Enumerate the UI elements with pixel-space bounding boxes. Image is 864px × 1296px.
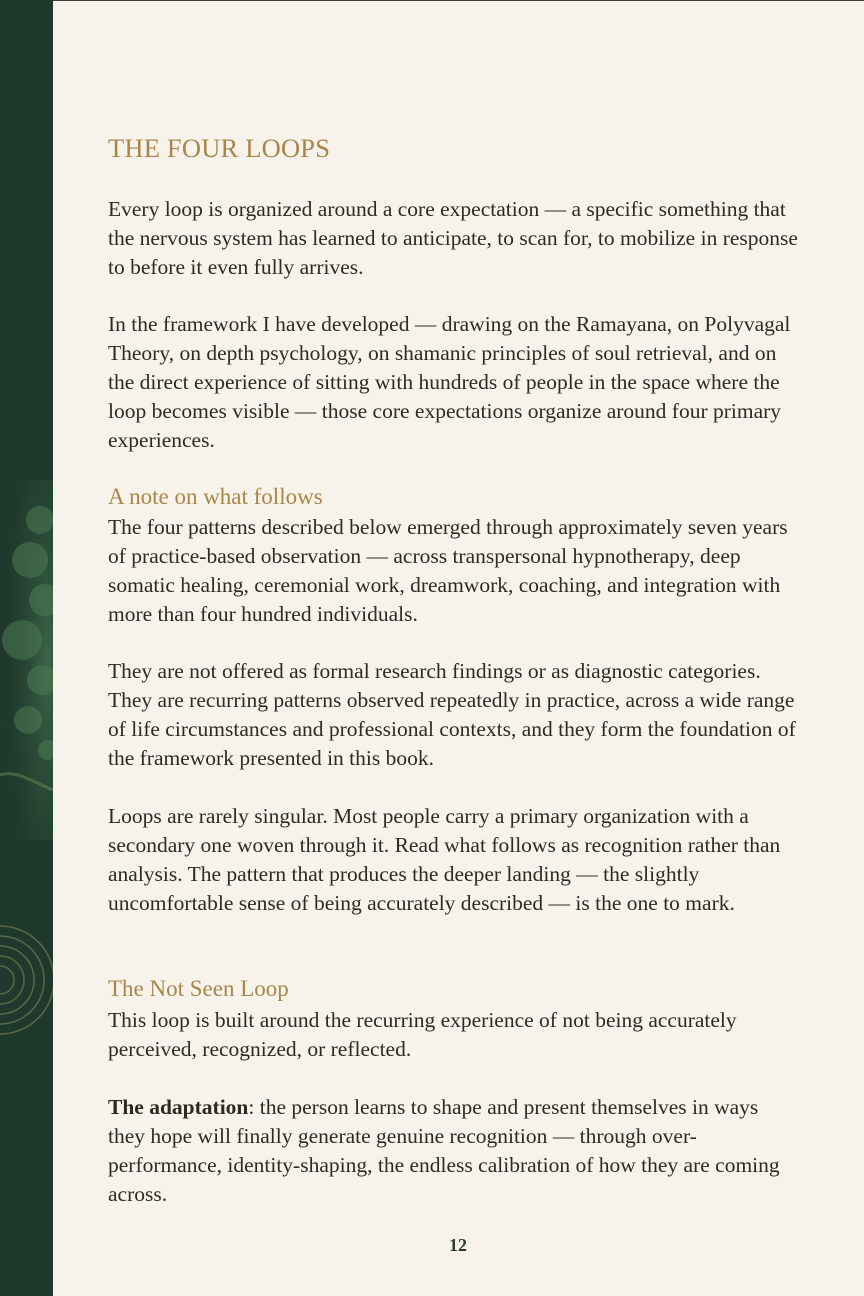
note-paragraph-2: They are not offered as formal research findings or as diagnostic categories. They are recurring patterns observed repeatedly in practice, across a wide range of life circumstances and professional contexts, and they form the foundation of the framework presented in this book. xyxy=(108,659,796,770)
tree-illustration xyxy=(0,0,53,1296)
intro-paragraph-2: In the framework I have developed — drawing on the Ramayana, on Polyvagal Theory, on depth psychology, on shamanic principles of soul retrieval, and on the direct experience of sitting with hundreds of people in the space where the loop becomes visible — those core expectations organize around four primary experiences. xyxy=(108,312,791,452)
adaptation-label: The adaptation xyxy=(108,1095,249,1119)
decorative-sidebar xyxy=(0,0,53,1296)
note-heading: A note on what follows xyxy=(108,484,323,509)
intro-paragraph-1: Every loop is organized around a core expectation — a specific something that the nervous system has learned to anticipate, to scan for, to mobilize in response to before it even fully arrives. xyxy=(108,197,798,279)
adaptation-text: : the person learns to shape and present themselves in ways they hope will finally generate genuine recognition — through over-performance, identity-shaping, the endless calibration of how they are coming across. xyxy=(108,1095,780,1206)
top-rule xyxy=(53,0,864,1)
section-heading: THE FOUR LOOPS xyxy=(108,133,331,163)
loop-description: This loop is built around the recurring experience of not being accurately perceived, recognized, or reflected. xyxy=(108,1008,737,1061)
loop-heading: The Not Seen Loop xyxy=(108,976,289,1001)
note-paragraph-3: Loops are rarely singular. Most people carry a primary organization with a secondary one woven through it. Read what follows as recognition rather than analysis. The pattern that produces the deeper landing — the slightly uncomfortable sense of being accurately described — is the one to mark. xyxy=(108,804,781,915)
spiral-icon xyxy=(0,926,53,1034)
note-paragraph-1: The four patterns described below emerged through approximately seven years of practice-based observation — across transpersonal hypnotherapy, deep somatic healing, ceremonial work, dreamwork, coaching, and integration with more than four hundred individuals. xyxy=(108,515,788,626)
page-number: 12 xyxy=(449,1235,467,1255)
adaptation-paragraph xyxy=(108,1093,798,1209)
